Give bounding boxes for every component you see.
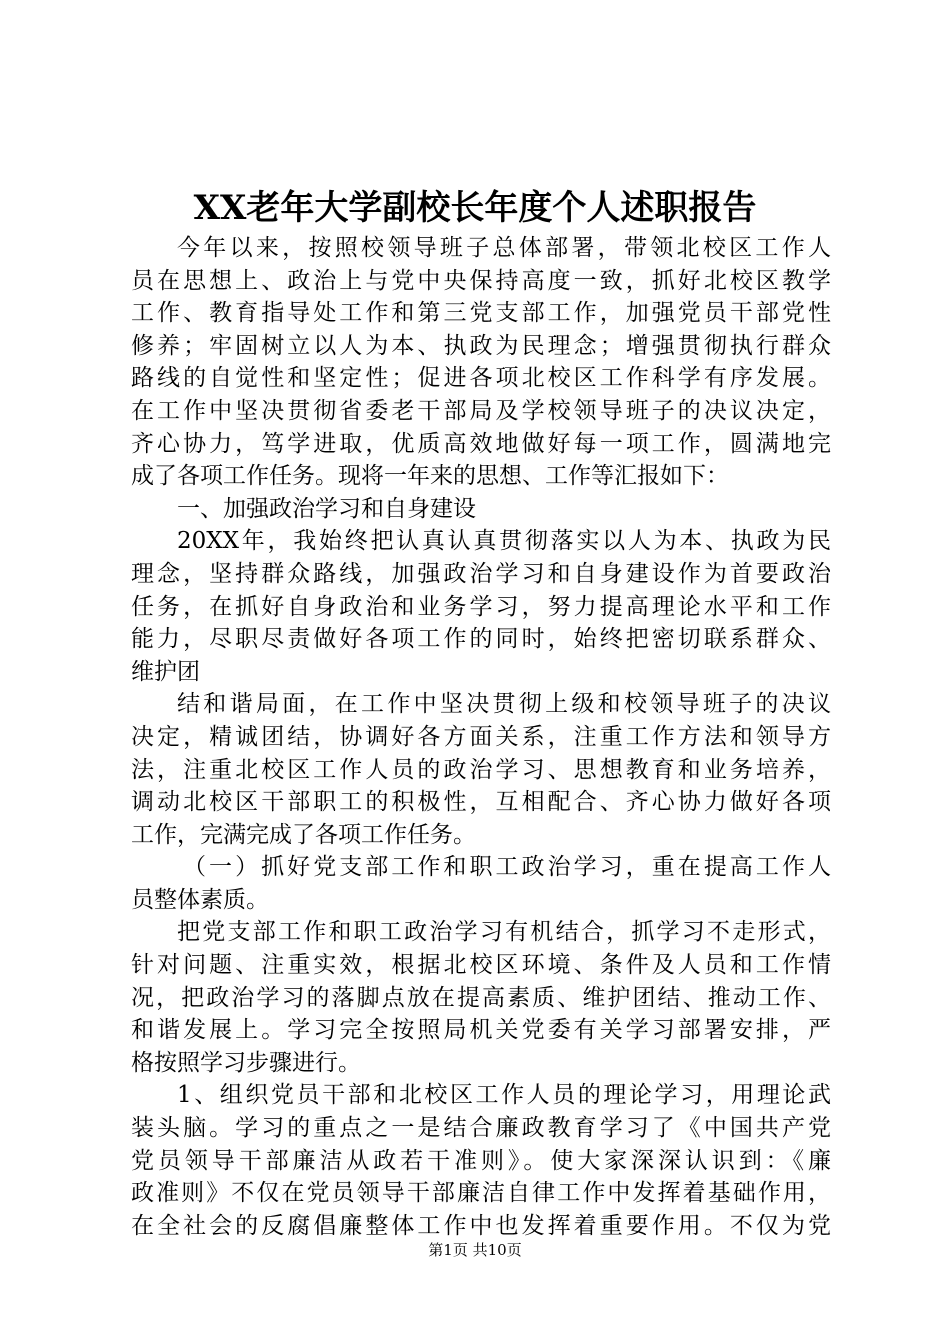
text-line: 工作、教育指导处工作和第三党支部工作，加强党员干部党性 (131, 300, 831, 327)
text-line: 格按照学习步骤进行。 (131, 1049, 361, 1076)
text-line: 把党支部工作和职工政治学习有机结合，抓学习不走形式， (177, 919, 831, 946)
text-line: 党员领导干部廉洁从政若干准则》。使大家深深认识到：《廉 (131, 1147, 831, 1174)
text-line: 和谐发展上。学习完全按照局机关党委有关学习部署安排，严 (131, 1017, 831, 1044)
text-line: 针对问题、注重实效，根据北校区环境、条件及人员和工作情 (131, 952, 831, 979)
page-footer: 第1页 共10页 (428, 1241, 522, 1259)
text-line: 政准则》不仅在党员领导干部廉洁自律工作中发挥着基础作用， (131, 1180, 831, 1207)
text-line: 结和谐局面，在工作中坚决贯彻上级和校领导班子的决议 (177, 691, 831, 718)
section-heading: 一、加强政治学习和自身建设 (177, 495, 476, 522)
document-body (131, 232, 831, 1242)
text-line: 在工作中坚决贯彻省委老干部局及学校领导班子的决议决定， (131, 397, 831, 424)
text-line: 在全社会的反腐倡廉整体工作中也发挥着重要作用。不仅为党 (131, 1212, 831, 1239)
text-line: 1、组织党员干部和北校区工作人员的理论学习，用理论武 (177, 1082, 831, 1109)
text-line: 今年以来，按照校领导班子总体部署，带领北校区工作人 (177, 235, 831, 261)
text-line: 决定，精诚团结，协调好各方面关系，注重工作方法和领导方 (131, 723, 831, 750)
text-line: 法，注重北校区工作人员的政治学习、思想教育和业务培养， (131, 756, 831, 783)
text-line: 修养；牢固树立以人为本、执政为民理念；增强贯彻执行群众 (131, 332, 831, 359)
text-line: 成了各项工作任务。现将一年来的思想、工作等汇报如下： (131, 463, 729, 490)
text-line: 能力，尽职尽责做好各项工作的同时，始终把密切联系群众、 (131, 626, 831, 653)
text-line: 员整体素质。 (131, 886, 269, 913)
text-line: 调动北校区干部职工的积极性，互相配合、齐心协力做好各项 (131, 789, 831, 816)
text-line: 装头脑。学习的重点之一是结合廉政教育学习了《中国共产党 (131, 1115, 831, 1142)
text-line: 维护团 (131, 658, 200, 685)
text-line: 路线的自觉性和坚定性；促进各项北校区工作科学有序发展。 (131, 365, 831, 392)
text-line: 任务，在抓好自身政治和业务学习，努力提高理论水平和工作 (131, 593, 831, 620)
text-line: 齐心协力，笃学进取，优质高效地做好每一项工作，圆满地完 (131, 430, 831, 457)
subsection-heading: （一）抓好党支部工作和职工政治学习，重在提高工作人 (183, 854, 831, 881)
text-line: 员在思想上、政治上与党中央保持高度一致，抓好北校区教学 (131, 267, 831, 294)
text-line: 工作，完满完成了各项工作任务。 (131, 821, 476, 848)
document-title: XX老年大学副校长年度个人述职报告 (193, 188, 757, 228)
text-line: 20XX年，我始终把认真认真贯彻落实以人为本、执政为民 (177, 528, 831, 555)
text-line: 理念，坚持群众路线，加强政治学习和自身建设作为首要政治 (131, 560, 831, 587)
text-line: 况，把政治学习的落脚点放在提高素质、维护团结、推动工作、 (131, 984, 831, 1011)
